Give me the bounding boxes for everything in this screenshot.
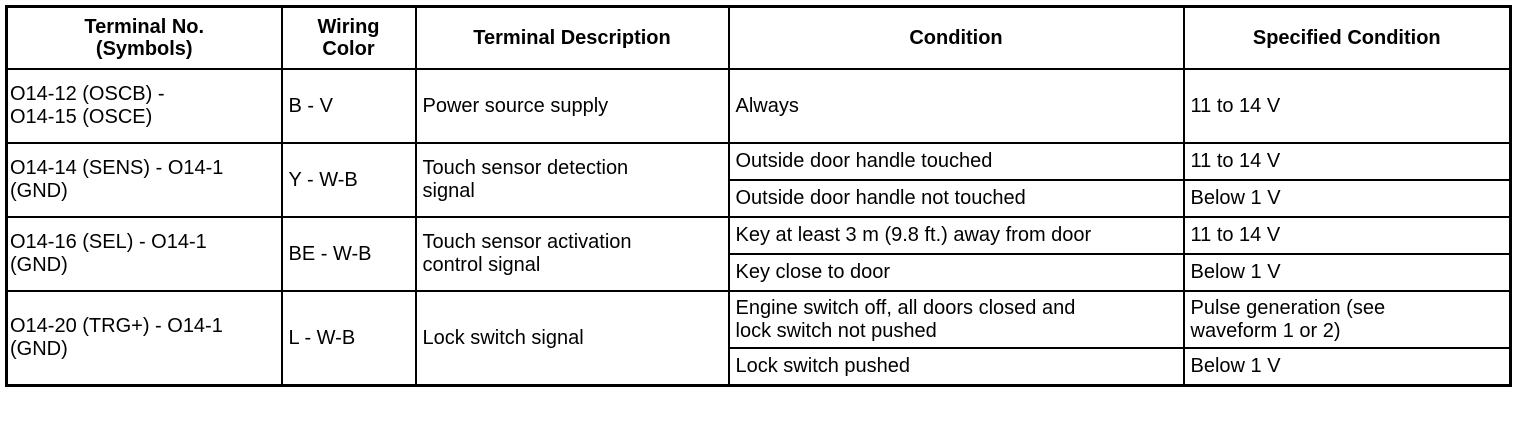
header-specified-condition: Specified Condition	[1184, 7, 1511, 70]
wiring-color-cell: Y - W-B	[282, 143, 416, 217]
condition-cell: Outside door handle touched	[729, 143, 1184, 180]
specified-condition-cell: Below 1 V	[1184, 348, 1511, 386]
condition-cell: Lock switch pushed	[729, 348, 1184, 386]
description-cell: Lock switch signal	[416, 291, 729, 386]
wiring-color-cell: L - W-B	[282, 291, 416, 386]
specified-condition-cell: 11 to 14 V	[1184, 217, 1511, 254]
header-row	[7, 7, 1511, 70]
header-condition: Condition	[729, 7, 1184, 70]
specified-condition-cell: 11 to 14 V	[1184, 143, 1511, 180]
condition-cell: Engine switch off, all doors closed and lock switch not pushed	[729, 291, 1184, 348]
condition-cell: Key close to door	[729, 254, 1184, 291]
specified-condition-cell: Below 1 V	[1184, 254, 1511, 291]
terminal-cell: O14-14 (SENS) - O14-1 (GND)	[7, 143, 282, 217]
table-row	[7, 69, 1511, 143]
table-row	[7, 217, 1511, 254]
table-row	[7, 143, 1511, 180]
description-cell: Touch sensor detection signal	[416, 143, 729, 217]
terminal-table-container	[5, 5, 1512, 387]
terminal-cell: O14-20 (TRG+) - O14-1 (GND)	[7, 291, 282, 386]
header-terminal-description: Terminal Description	[416, 7, 729, 70]
description-cell: Touch sensor activation control signal	[416, 217, 729, 291]
description-cell: Power source supply	[416, 69, 729, 143]
terminal-table	[5, 5, 1512, 387]
condition-cell: Key at least 3 m (9.8 ft.) away from door	[729, 217, 1184, 254]
condition-cell: Always	[729, 69, 1184, 143]
terminal-cell: O14-16 (SEL) - O14-1 (GND)	[7, 217, 282, 291]
wiring-color-cell: BE - W-B	[282, 217, 416, 291]
table-row	[7, 291, 1511, 348]
header-terminal-no: Terminal No. (Symbols)	[7, 7, 282, 70]
terminal-cell: O14-12 (OSCB) - O14-15 (OSCE)	[7, 69, 282, 143]
header-wiring-color: Wiring Color	[282, 7, 416, 70]
specified-condition-cell: 11 to 14 V	[1184, 69, 1511, 143]
condition-cell: Outside door handle not touched	[729, 180, 1184, 217]
wiring-color-cell: B - V	[282, 69, 416, 143]
specified-condition-cell: Below 1 V	[1184, 180, 1511, 217]
specified-condition-cell: Pulse generation (see waveform 1 or 2)	[1184, 291, 1511, 348]
